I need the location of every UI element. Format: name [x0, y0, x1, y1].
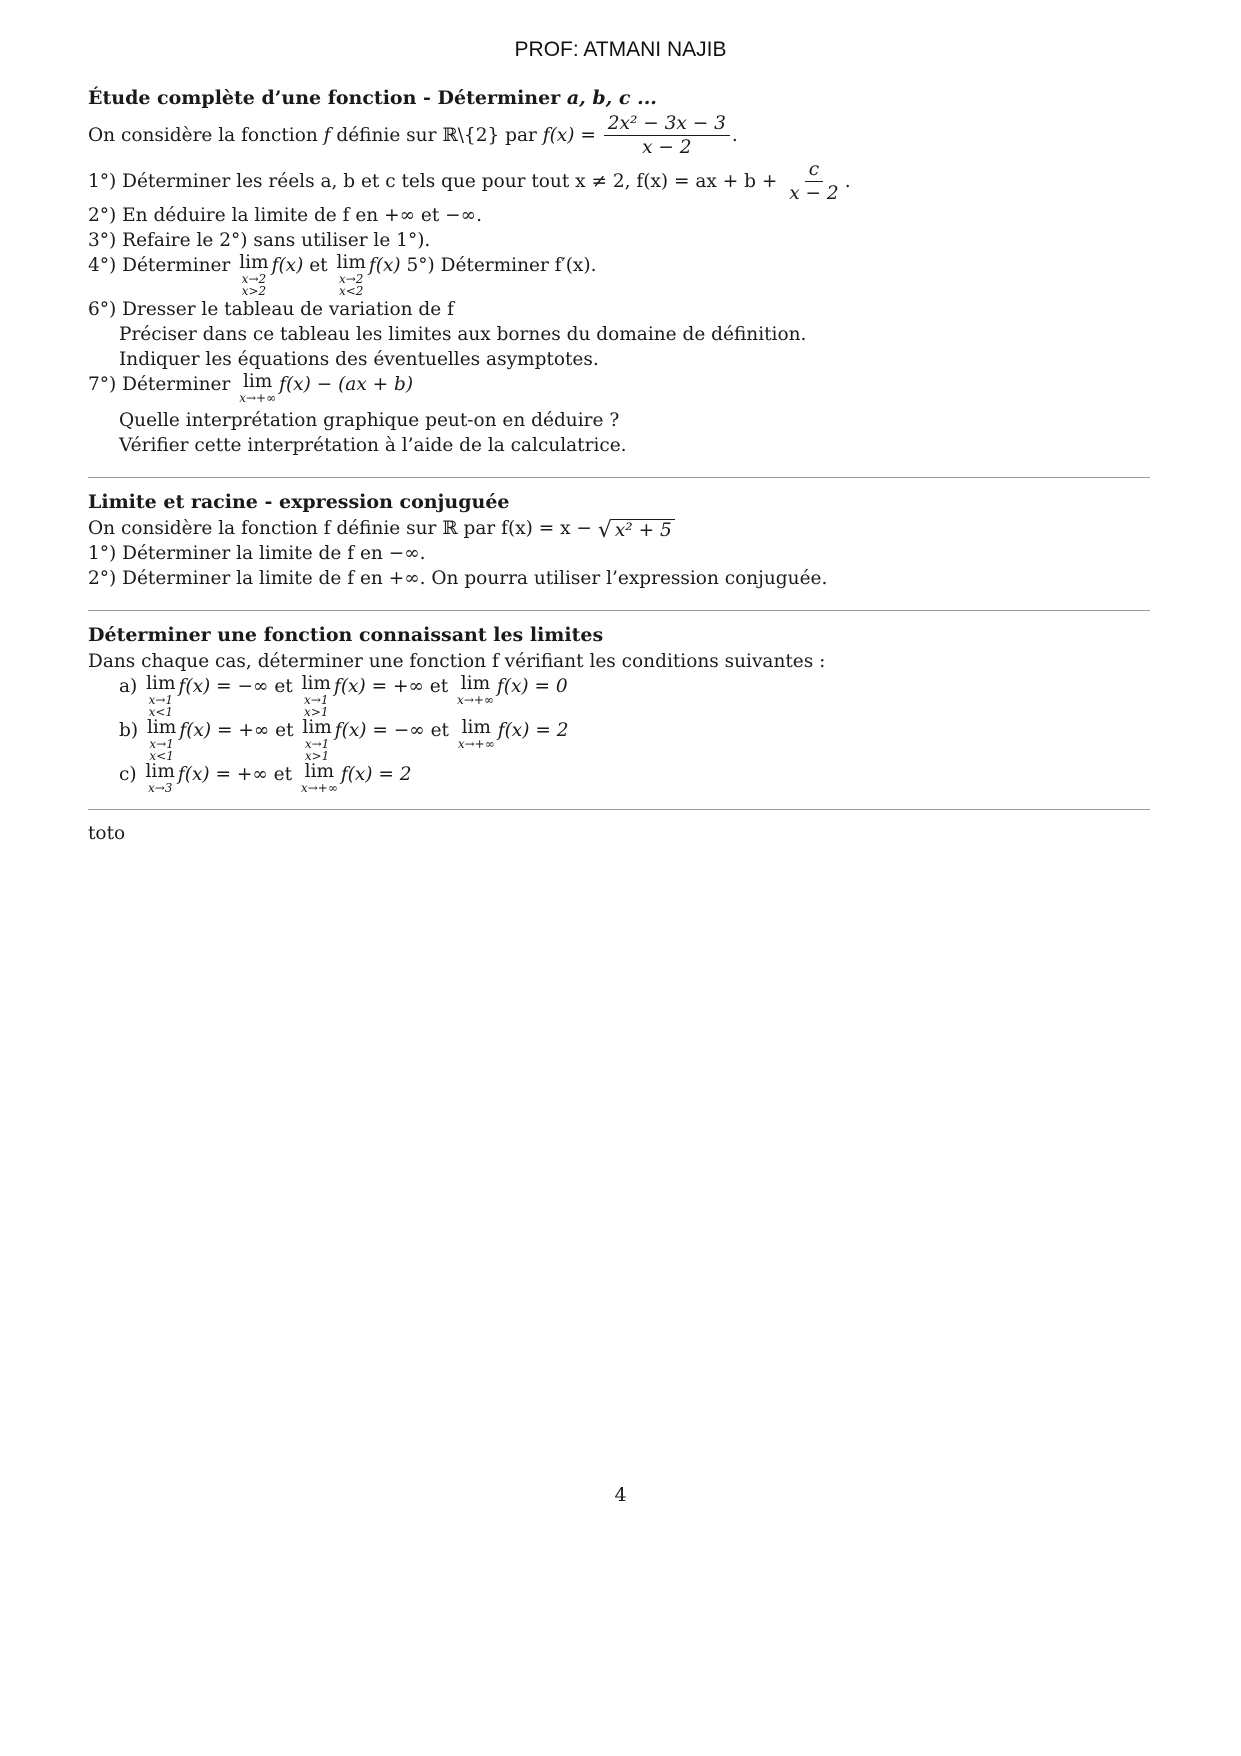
- exercise-2-title: Limite et racine - expression conjuguée: [88, 491, 510, 514]
- page-header: PROF: ATMANI NAJIB: [514, 38, 727, 61]
- square-root: √ x² + 5: [598, 519, 675, 541]
- question-4: 4°) Déterminer lim x→2 x>2 f(x) et lim x→2 x<2 f(x) 5°) Déterminer f′(x).: [88, 252, 597, 299]
- exercise-2-question-2: 2°) Déterminer la limite de f en +∞. On pourra utiliser l’expression conjuguée.: [88, 568, 828, 590]
- exercise-3-title: Déterminer une fonction connaissant les limites: [88, 624, 604, 647]
- limit-expression: lim x→+∞: [300, 761, 338, 795]
- limit-expression: lim x→1 x>1: [301, 673, 331, 720]
- section-divider: [88, 610, 1150, 611]
- limit-expression: lim x→1 x<1: [146, 673, 176, 720]
- question-6-line-3: Indiquer les équations des éventuelles asymptotes.: [119, 349, 599, 371]
- case-a: a) lim x→1 x<1 f(x) = −∞ et lim x→1 x>1 f(x) = +∞ et lim x→+∞ f(x) = 0: [119, 673, 568, 720]
- question-3: 3°) Refaire le 2°) sans utiliser le 1°).: [88, 230, 431, 252]
- question-7-line-2: Quelle interprétation graphique peut-on en déduire ?: [119, 410, 620, 432]
- section-divider: [88, 809, 1150, 810]
- exercise-1-intro: On considère la fonction f définie sur ℝ\{2} par f(x) = $\frac{\text{2x² − 3x − 3}}{x - 2}$ .: [88, 113, 738, 159]
- limit-expression: lim x→3: [145, 761, 175, 795]
- question-7-line-3: Vérifier cette interprétation à l’aide de la calculatrice.: [119, 435, 627, 457]
- document-body: [88, 86, 1150, 847]
- exercise-1: [88, 86, 1150, 469]
- limit-expression: lim x→2 x>2: [239, 252, 269, 299]
- question-6-line-2: Préciser dans ce tableau les limites aux bornes du domaine de définition.: [119, 324, 807, 346]
- question-6: 6°) Dresser le tableau de variation de f: [88, 299, 454, 321]
- limit-expression: lim x→2 x<2: [336, 252, 366, 299]
- page-number: 4: [614, 1484, 627, 1506]
- limit-expression: lim x→+∞: [457, 673, 494, 707]
- case-c: c) lim x→3 f(x) = +∞ et lim x→+∞ f(x) = 2: [119, 761, 412, 795]
- limit-expression: lim x→1 x<1: [146, 717, 177, 764]
- radical-sign-icon: √: [597, 517, 612, 543]
- exercise-2: [88, 490, 1150, 602]
- exercise-3-intro: Dans chaque cas, déterminer une fonction f vérifiant les conditions suivantes :: [88, 651, 826, 673]
- fraction: $\frac{\text{2x² − 3x − 3}}{x - 2}$: [604, 113, 730, 159]
- limit-expression: lim x→+∞: [457, 717, 495, 751]
- exercise-2-intro: On considère la fonction f définie sur ℝ par f(x) = x − √ x² + 5: [88, 517, 1150, 542]
- limit-expression: lim x→+∞: [239, 371, 277, 405]
- question-2: 2°) En déduire la limite de f en +∞ et −∞.: [88, 205, 482, 227]
- question-7: 7°) Déterminer lim x→+∞ f(x) − (ax + b): [88, 371, 414, 405]
- exercise-2-question-1: 1°) Déterminer la limite de f en −∞.: [88, 543, 426, 565]
- question-1: 1°) Déterminer les réels a, b et c tels que pour tout x ≠ 2, f(x) = ax + b + $\frac{c}{x - 2}$ .: [88, 158, 851, 204]
- section-divider: [88, 477, 1150, 478]
- exercise-1-title: Étude complète d’une fonction - Déterminer a, b, c ...: [88, 87, 657, 109]
- case-b: b) lim x→1 x<1 f(x) = +∞ et lim x→1 x>1 f(x) = −∞ et lim x→+∞ f(x) = 2: [119, 717, 569, 764]
- exercise-3: [88, 623, 1150, 807]
- fraction: $\frac{c}{x - 2}$: [789, 158, 839, 204]
- footer-text: toto: [88, 823, 126, 845]
- limit-expression: lim x→1 x>1: [302, 717, 332, 764]
